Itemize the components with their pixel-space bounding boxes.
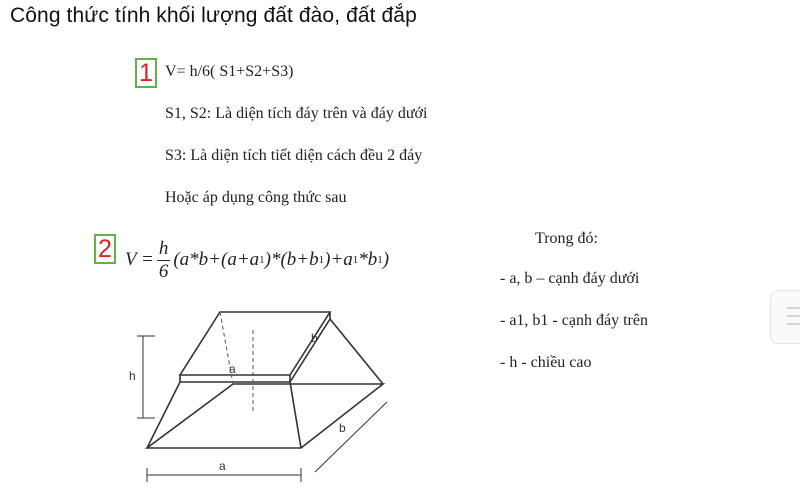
formula-1-line-2: S1, S2: Là diện tích đáy trên và đáy dưới bbox=[165, 105, 428, 122]
frustum-diagram bbox=[125, 300, 395, 495]
formula-2-fraction-denominator: 6 bbox=[158, 260, 169, 282]
diagram-label-a1: a bbox=[229, 362, 236, 376]
diagram-edge-right bbox=[330, 319, 383, 384]
formula-2-sub-2: 1 bbox=[318, 254, 325, 266]
legend-item-a1-b1: - a1, b1 - cạnh đáy trên bbox=[500, 312, 648, 329]
formula-2-badge: 2 bbox=[94, 234, 116, 264]
diagram-label-h: h bbox=[129, 369, 136, 383]
formula-2-sub-1: 1 bbox=[259, 254, 265, 266]
legend-heading: Trong đó: bbox=[535, 230, 598, 247]
diagram-bottom-face bbox=[147, 384, 383, 448]
formula-2-sub-3: 1 bbox=[352, 254, 359, 266]
diagram-edge-left bbox=[147, 382, 180, 448]
list-icon-line-2 bbox=[787, 315, 800, 317]
formula-2-rhs-1: (a*b+(a+a bbox=[173, 249, 260, 270]
diagram-dim-b bbox=[315, 402, 387, 472]
legend-item-h: - h - chiều cao bbox=[500, 354, 592, 371]
page-title: Công thức tính khối lượng đất đào, đất đắp bbox=[10, 4, 417, 27]
formula-2-lhs: V = bbox=[125, 249, 154, 270]
diagram-label-a: a bbox=[219, 459, 226, 473]
formula-2-fraction-numerator: h bbox=[158, 237, 169, 259]
formula-2-rhs-2: )*(b+b bbox=[264, 249, 319, 270]
formula-2 bbox=[125, 230, 389, 290]
list-icon-line-1 bbox=[787, 307, 800, 309]
diagram-label-b: b bbox=[339, 421, 346, 435]
formula-1-badge: 1 bbox=[135, 58, 157, 88]
formula-2-rhs-5: ) bbox=[382, 249, 390, 270]
diagram-top-face bbox=[180, 312, 330, 375]
formula-1-line-1: V= h/6( S1+S2+S3) bbox=[165, 63, 294, 80]
formula-2-rhs-4: *b bbox=[358, 249, 378, 270]
formula-1-line-4: Hoặc áp dụng công thức sau bbox=[165, 189, 347, 206]
formula-2-sub-4: 1 bbox=[377, 254, 383, 266]
formula-2-rhs-3: )+a bbox=[324, 249, 353, 270]
list-icon-line-3 bbox=[787, 323, 800, 325]
formula-2-fraction bbox=[157, 238, 171, 283]
side-toc-button[interactable] bbox=[770, 290, 800, 344]
legend-item-a-b: - a, b – cạnh đáy dưới bbox=[500, 270, 640, 287]
diagram-label-b1: b bbox=[311, 331, 318, 345]
diagram-edge-front bbox=[290, 382, 301, 448]
formula-1-line-3: S3: Là diện tích tiết diện cách đều 2 đáy bbox=[165, 147, 423, 164]
